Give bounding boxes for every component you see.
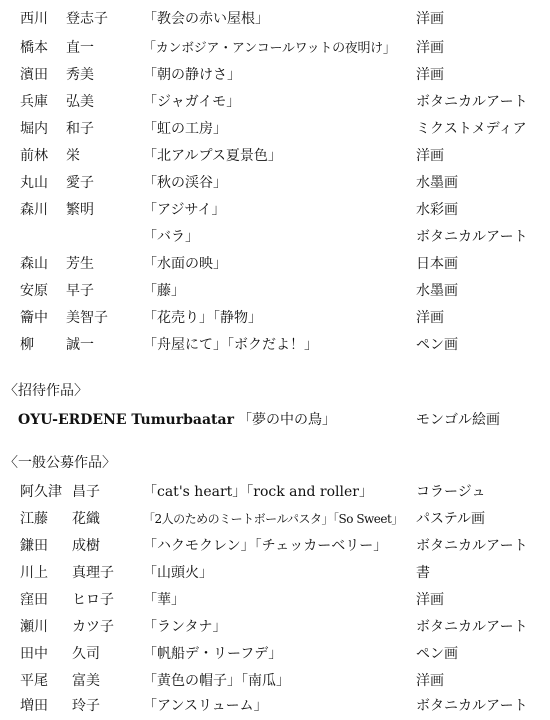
artwork-title: 「cat's heart」「rock and roller」 bbox=[143, 484, 373, 500]
artist-surname: 森川 bbox=[20, 202, 48, 218]
artist-row bbox=[0, 6, 550, 33]
artwork-genre: 洋画 bbox=[416, 67, 444, 83]
artwork-genre: 水墨画 bbox=[416, 283, 458, 299]
artist-surname: 丸山 bbox=[20, 175, 48, 191]
artist-surname: 堀内 bbox=[20, 121, 48, 137]
artist-row bbox=[0, 89, 550, 116]
artist-given-name: 秀美 bbox=[66, 67, 94, 83]
artwork-title: 「藤」 bbox=[143, 283, 185, 299]
artwork-genre: コラージュ bbox=[416, 484, 486, 500]
artist-given-name: 直一 bbox=[66, 40, 94, 56]
artist-given-name: カツ子 bbox=[72, 619, 114, 635]
artist-given-name: 誠一 bbox=[66, 337, 94, 353]
artist-surname: 西川 bbox=[20, 11, 48, 27]
artwork-title: 「アジサイ」 bbox=[143, 202, 226, 218]
artwork-title: 「水面の映」 bbox=[143, 256, 227, 272]
artwork-title: 「2人のためのミートボールパスタ」「So Sweet」 bbox=[143, 512, 403, 526]
public-entry-row bbox=[0, 560, 550, 587]
artist-row bbox=[0, 143, 550, 170]
invited-section-heading: 〈招待作品〉 bbox=[4, 383, 88, 399]
invited-row bbox=[0, 407, 550, 434]
artist-given-name: 昌子 bbox=[72, 484, 100, 500]
artist-given-name: 久司 bbox=[72, 646, 100, 662]
artwork-genre: 水彩画 bbox=[416, 202, 458, 218]
invited-artist-name: OYU-ERDENE Tumurbaatar bbox=[18, 412, 234, 428]
artist-given-name: 弘美 bbox=[66, 94, 94, 110]
artist-given-name: 栄 bbox=[66, 148, 80, 164]
public-entry-row bbox=[0, 533, 550, 560]
artist-surname: 増田 bbox=[20, 698, 48, 714]
artwork-genre: 洋画 bbox=[416, 592, 444, 608]
public-section-heading: 〈一般公募作品〉 bbox=[4, 455, 116, 471]
artwork-title: 「バラ」 bbox=[143, 229, 199, 245]
artwork-genre: 洋画 bbox=[416, 11, 444, 27]
artist-row bbox=[0, 251, 550, 278]
artwork-genre: 洋画 bbox=[416, 40, 444, 56]
artist-given-name: 愛子 bbox=[66, 175, 94, 191]
artist-given-name: ヒロ子 bbox=[72, 592, 114, 608]
artist-row bbox=[0, 332, 550, 359]
artist-row bbox=[0, 224, 550, 251]
artist-given-name: 富美 bbox=[72, 673, 100, 689]
artwork-title: 「アンスリューム」 bbox=[143, 698, 268, 714]
artwork-genre: ボタニカルアート bbox=[416, 94, 528, 110]
artwork-title: 「秋の渓谷」 bbox=[143, 175, 227, 191]
artwork-title: 「ハクモクレン」「チェッカーベリー」 bbox=[143, 538, 388, 554]
artist-given-name: 早子 bbox=[66, 283, 94, 299]
artist-given-name: 芳生 bbox=[66, 256, 94, 272]
public-entry-row bbox=[0, 506, 550, 533]
artwork-title: 「帆船デ・リーフデ」 bbox=[143, 646, 283, 662]
artwork-genre: ペン画 bbox=[416, 337, 458, 353]
public-entry-row bbox=[0, 479, 550, 506]
artist-surname: 森山 bbox=[20, 256, 48, 272]
artist-surname: 江藤 bbox=[20, 511, 48, 527]
artist-surname: 濱田 bbox=[20, 67, 48, 83]
artist-row bbox=[0, 305, 550, 332]
artwork-title: 「花売り」「静物」 bbox=[143, 310, 262, 326]
artwork-genre: ボタニカルアート bbox=[416, 619, 528, 635]
artwork-genre: 日本画 bbox=[416, 256, 458, 272]
artist-surname: 瀬川 bbox=[20, 619, 48, 635]
artist-given-name: 成樹 bbox=[72, 538, 100, 554]
artwork-title: 「教会の赤い屋根」 bbox=[143, 11, 269, 27]
public-entry-row bbox=[0, 693, 550, 720]
artist-surname: 平尾 bbox=[20, 673, 48, 689]
artwork-title: 「華」 bbox=[143, 592, 185, 608]
artist-surname: 安原 bbox=[20, 283, 48, 299]
artwork-genre: ミクストメディア bbox=[416, 121, 527, 137]
artwork-genre: 洋画 bbox=[416, 673, 444, 689]
artwork-genre: ボタニカルアート bbox=[416, 698, 528, 714]
artist-surname: 前林 bbox=[20, 148, 48, 164]
artist-given-name: 登志子 bbox=[66, 11, 108, 27]
artist-given-name: 花織 bbox=[72, 511, 100, 527]
artist-surname: 橋本 bbox=[20, 40, 48, 56]
artwork-genre: パステル画 bbox=[416, 511, 486, 527]
artwork-genre: 書 bbox=[416, 565, 430, 581]
public-entry-row bbox=[0, 668, 550, 695]
artwork-genre: モンゴル絵画 bbox=[416, 412, 500, 428]
artist-surname: 川上 bbox=[20, 565, 48, 581]
artist-surname: 窪田 bbox=[20, 592, 48, 608]
artist-row bbox=[0, 35, 550, 62]
artwork-title: 「ランタナ」 bbox=[143, 619, 227, 635]
artist-given-name: 真理子 bbox=[72, 565, 114, 581]
artwork-genre: ペン画 bbox=[416, 646, 458, 662]
public-entry-row bbox=[0, 587, 550, 614]
artist-given-name: 玲子 bbox=[72, 698, 100, 714]
artist-given-name: 繁明 bbox=[66, 202, 94, 218]
artwork-title: 「山頭火」 bbox=[143, 565, 213, 581]
artist-surname: 籥中 bbox=[20, 310, 48, 326]
artwork-title: 「ジャガイモ」 bbox=[143, 94, 241, 110]
artist-row bbox=[0, 116, 550, 143]
artist-surname: 鎌田 bbox=[20, 538, 48, 554]
public-entry-row bbox=[0, 641, 550, 668]
artist-row bbox=[0, 170, 550, 197]
artist-row bbox=[0, 197, 550, 224]
artwork-genre: 洋画 bbox=[416, 310, 444, 326]
artist-given-name: 和子 bbox=[66, 121, 94, 137]
artist-row bbox=[0, 62, 550, 89]
artist-row bbox=[0, 278, 550, 305]
artist-surname: 田中 bbox=[20, 646, 48, 662]
artwork-title: 「朝の静けさ」 bbox=[143, 67, 241, 83]
artwork-title: 「舟屋にて」「ボクだよ！」 bbox=[143, 337, 318, 353]
artist-surname: 柳 bbox=[20, 337, 34, 353]
artwork-genre: ボタニカルアート bbox=[416, 229, 528, 245]
public-entry-row bbox=[0, 614, 550, 641]
artwork-title: 「北アルプス夏景色」 bbox=[143, 148, 282, 164]
artwork-title: 「夢の中の鳥」 bbox=[238, 412, 336, 428]
artist-surname: 阿久津 bbox=[20, 484, 62, 500]
artist-given-name: 美智子 bbox=[66, 310, 108, 326]
artwork-genre: 水墨画 bbox=[416, 175, 458, 191]
artwork-title: 「黄色の帽子」「南瓜」 bbox=[143, 673, 290, 689]
artist-surname: 兵庫 bbox=[20, 94, 48, 110]
artwork-genre: 洋画 bbox=[416, 148, 444, 164]
artwork-genre: ボタニカルアート bbox=[416, 538, 528, 554]
artwork-title: 「虹の工房」 bbox=[143, 121, 227, 137]
artwork-title: 「カンボジア・アンコールワットの夜明け」 bbox=[143, 41, 396, 56]
